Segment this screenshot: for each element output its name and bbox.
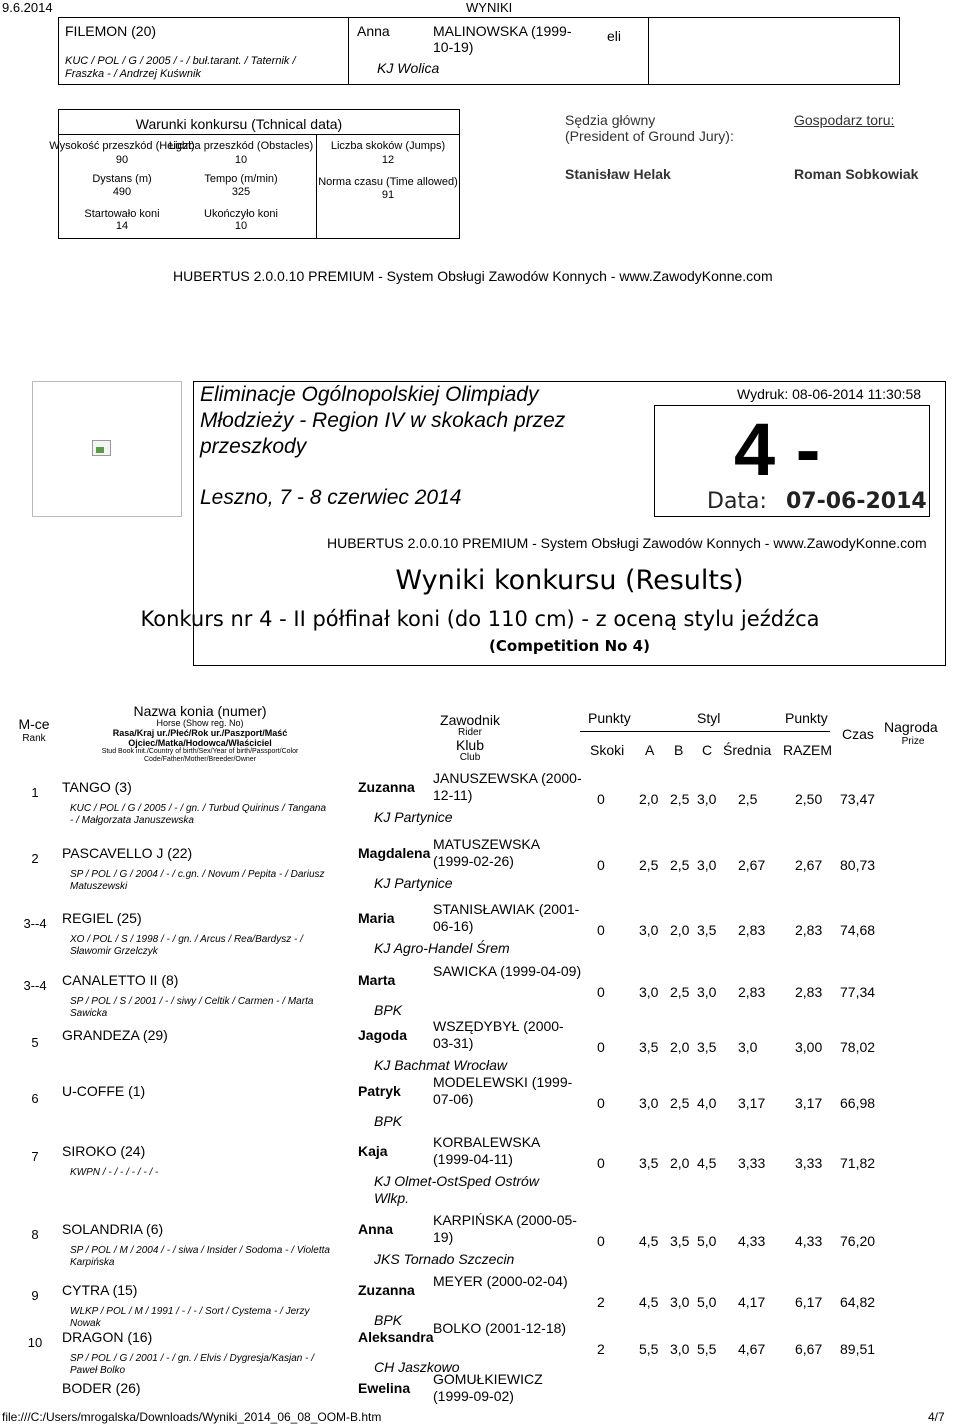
result-jumps: 0	[597, 1095, 605, 1111]
col-rider: Zawodnik	[440, 712, 500, 728]
result-rank: 8	[31, 1227, 39, 1242]
col-horse-6: Code/Father/Mother/Breeder/Owner	[143, 756, 257, 763]
result-style-a: 2,0	[639, 791, 659, 807]
date-value: 07-06-2014	[786, 489, 927, 514]
competition-no-en: (Competition No 4)	[489, 637, 650, 655]
result-avg: 2,5	[738, 791, 758, 807]
col-club: Klub	[455, 737, 485, 753]
col-points: Punkty	[588, 710, 631, 726]
result-style-c: 3,0	[697, 791, 717, 807]
result-style-a: 5,5	[639, 1341, 659, 1357]
col-style: Styl	[697, 710, 721, 726]
result-rank: 6	[31, 1091, 39, 1106]
result-rider-first: Maria	[358, 910, 395, 926]
result-style-a: 3,0	[639, 1095, 659, 1111]
host-name: Roman Sobkowiak	[794, 166, 919, 182]
distance-label: Dystans (m)	[92, 173, 152, 185]
started-label: Startowało koni	[84, 208, 160, 220]
jumps-label: Liczba skoków (Jumps)	[330, 140, 446, 152]
result-style-a: 4,5	[639, 1233, 659, 1249]
result-style-c: 5,0	[697, 1294, 717, 1310]
result-horse: BODER (26)	[62, 1380, 141, 1396]
result-time: 77,34	[840, 984, 876, 1000]
result-rider-last: JANUSZEWSKA (2000-12-11)	[433, 770, 582, 803]
prev-horse: FILEMON (20)	[65, 23, 157, 39]
result-avg: 4,17	[738, 1294, 766, 1310]
result-club: JKS Tornado Szczecin	[374, 1251, 515, 1267]
result-horse: REGIEL (25)	[62, 910, 142, 926]
result-time: 66,98	[840, 1095, 876, 1111]
col-rider-en: Rider	[458, 727, 482, 738]
result-style-c: 4,0	[697, 1095, 717, 1111]
col-horse-en: Horse (Show reg. No)	[156, 718, 244, 728]
software-footer: HUBERTUS 2.0.0.10 PREMIUM - System Obsługi Zawodów Konnych - www.ZawodyKonne.com	[173, 268, 773, 284]
result-jumps: 0	[597, 922, 605, 938]
col-horse-3: Rasa/Kraj ur./Płeć/Rok ur./Paszport/Maść	[112, 728, 288, 738]
result-total: 3,17	[795, 1095, 823, 1111]
result-rider-first: Ewelina	[358, 1380, 411, 1396]
result-horse: DRAGON (16)	[62, 1329, 153, 1345]
col-a: A	[645, 742, 655, 758]
height-label: Wysokość przeszkód (Height)	[49, 140, 195, 152]
result-total: 3,33	[795, 1155, 823, 1171]
result-horse-details: SP / POL / M / 2004 / - / siwa / Insider / Sodoma - / Violetta Karpińska	[70, 1245, 330, 1268]
result-time: 73,47	[840, 791, 876, 807]
result-jumps: 0	[597, 1233, 605, 1249]
col-horse-4: Ojciec/Matka/Hodowca/Właściciel	[128, 738, 272, 748]
result-style-b: 2,0	[670, 1039, 690, 1055]
result-horse-details: SP / POL / G / 2001 / - / gn. / Elvis / Dygresja/Kasjan - / Paweł Bolko	[70, 1353, 314, 1376]
result-avg: 4,67	[738, 1341, 766, 1357]
result-style-b: 2,5	[670, 984, 690, 1000]
col-rank: M-ce	[18, 716, 50, 732]
prev-rider-last: MALINOWSKA (1999-10-19)	[433, 23, 572, 55]
obstacles-value: 10	[234, 154, 248, 166]
col-b: B	[674, 742, 684, 758]
col-jumps: Skoki	[590, 742, 625, 758]
result-rider-first: Magdalena	[358, 845, 431, 861]
result-rider-first: Patryk	[358, 1083, 401, 1099]
result-rider-first: Kaja	[358, 1143, 388, 1159]
result-rank: 10	[27, 1335, 43, 1350]
result-rider-last: STANISŁAWIAK (2001-06-16)	[433, 901, 580, 934]
height-value: 90	[115, 154, 129, 166]
result-jumps: 0	[597, 857, 605, 873]
result-jumps: 2	[597, 1294, 605, 1310]
result-rider-first: Aleksandra	[358, 1329, 434, 1345]
col-club-en: Club	[459, 752, 481, 763]
host-label: Gospodarz toru:	[794, 112, 895, 128]
finished-label: Ukończyło koni	[204, 208, 278, 220]
tempo-label: Tempo (m/min)	[204, 173, 278, 185]
result-club: KJ Partynice	[374, 875, 453, 891]
print-title: WYNIKI	[466, 0, 513, 15]
printout-time: Wydruk: 08-06-2014 11:30:58	[737, 386, 922, 402]
col-prize-en: Prize	[901, 736, 925, 747]
result-rider-last: KARPIŃSKA (2000-05-19)	[433, 1212, 577, 1245]
result-rider-first: Zuzanna	[358, 779, 415, 795]
result-total: 6,17	[795, 1294, 823, 1310]
result-horse-details: SP / POL / G / 2004 / - / c.gn. / Novum / Pepita - / Dariusz Matuszewski	[70, 869, 325, 892]
date-label: Data:	[707, 489, 767, 514]
result-style-c: 3,5	[697, 1039, 717, 1055]
result-style-a: 2,5	[639, 857, 659, 873]
result-style-a: 3,5	[639, 1155, 659, 1171]
result-club: KJ Partynice	[374, 809, 453, 825]
result-horse-details: KUC / POL / G / 2005 / - / gn. / Turbud Quirinus / Tangana - / Małgorzata Januszewska	[70, 803, 327, 826]
result-style-b: 2,0	[670, 1155, 690, 1171]
judge-label-en: (President of Ground Jury):	[565, 128, 734, 144]
judge-name: Stanisław Helak	[565, 166, 671, 182]
result-club: KJ Agro-Handel Śrem	[374, 940, 510, 956]
result-rider-last: SAWICKA (1999-04-09)	[433, 963, 582, 979]
col-total: RAZEM	[783, 742, 832, 758]
result-club: BPK	[374, 1312, 403, 1328]
started-value: 14	[115, 220, 129, 232]
result-style-a: 3,5	[639, 1039, 659, 1055]
result-style-b: 3,5	[670, 1233, 690, 1249]
result-total: 2,83	[795, 922, 823, 938]
result-club: KJ Bachmat Wrocław	[374, 1057, 508, 1073]
result-style-a: 3,0	[639, 984, 659, 1000]
result-rider-first: Zuzanna	[358, 1282, 415, 1298]
result-total: 2,50	[795, 791, 823, 807]
result-rider-last: KORBALEWSKA (1999-04-11)	[433, 1134, 540, 1167]
result-total: 4,33	[795, 1233, 823, 1249]
result-avg: 3,0	[738, 1039, 758, 1055]
result-total: 2,67	[795, 857, 823, 873]
result-club: KJ Olmet-OstSped Ostrów Wlkp.	[374, 1173, 539, 1206]
result-rider-last: BOLKO (2001-12-18)	[433, 1320, 567, 1336]
result-horse: SOLANDRIA (6)	[62, 1221, 164, 1237]
result-jumps: 0	[597, 984, 605, 1000]
result-rider-first: Marta	[358, 972, 396, 988]
result-style-a: 3,0	[639, 922, 659, 938]
result-avg: 4,33	[738, 1233, 766, 1249]
judge-label: Sędzia główny	[565, 112, 656, 128]
result-total: 6,67	[795, 1341, 823, 1357]
event-title-2: Młodzieży - Region IV w skokach przez	[200, 409, 566, 432]
result-style-c: 3,5	[697, 922, 717, 938]
result-style-b: 3,0	[670, 1294, 690, 1310]
result-horse-details: SP / POL / S / 2001 / - / siwy / Celtik / Carmen - / Marta Sawicka	[70, 996, 314, 1019]
result-time: 80,73	[840, 857, 876, 873]
col-points-total: Punkty	[785, 710, 828, 726]
result-rider-first: Anna	[358, 1221, 393, 1237]
result-horse-details: KWPN / - / - / - / - / -	[70, 1167, 159, 1178]
result-horse: CANALETTO II (8)	[62, 972, 179, 988]
result-jumps: 0	[597, 1155, 605, 1171]
result-horse: U-COFFE (1)	[62, 1083, 146, 1099]
result-rider-last: MODELEWSKI (1999-07-06)	[433, 1074, 573, 1107]
result-rank: 2	[31, 851, 39, 866]
result-style-c: 3,0	[697, 984, 717, 1000]
col-avg: Średnia	[723, 742, 772, 758]
result-horse: TANGO (3)	[62, 779, 132, 795]
result-rank: 3--4	[23, 916, 47, 931]
broken-image-icon	[92, 440, 111, 456]
result-style-b: 2,5	[670, 1095, 690, 1111]
result-total: 2,83	[795, 984, 823, 1000]
result-jumps: 2	[597, 1341, 605, 1357]
result-style-a: 4,5	[639, 1294, 659, 1310]
competition-name: Konkurs nr 4 - II półfinał koni (do 110 cm) - z oceną stylu jeźdźca	[140, 607, 820, 631]
result-horse: GRANDEZA (29)	[62, 1027, 168, 1043]
page-number: 4/7	[928, 1410, 945, 1424]
col-prize: Nagroda	[884, 719, 938, 735]
result-style-c: 4,5	[697, 1155, 717, 1171]
result-time: 89,51	[840, 1341, 876, 1357]
result-style-b: 2,5	[670, 791, 690, 807]
result-rank: 7	[31, 1149, 39, 1164]
result-rider-last: WSZĘDYBYŁ (2000-03-31)	[433, 1018, 564, 1051]
file-path: file:///C:/Users/mrogalska/Downloads/Wyniki_2014_06_08_OOM-B.htm	[2, 1410, 382, 1424]
result-club: CH Jaszkowo	[374, 1359, 460, 1375]
prev-horse-cell	[59, 18, 349, 84]
result-time: 76,20	[840, 1233, 876, 1249]
result-horse: SIROKO (24)	[62, 1143, 146, 1159]
tempo-value: 325	[231, 186, 251, 198]
result-avg: 2,83	[738, 984, 766, 1000]
result-rider-last: MATUSZEWSKA (1999-02-26)	[433, 836, 540, 869]
result-style-b: 2,5	[670, 857, 690, 873]
results-title: Wyniki konkursu (Results)	[395, 565, 744, 596]
col-horse: Nazwa konia (numer)	[133, 703, 267, 719]
col-c: C	[702, 742, 713, 758]
print-date: 9.6.2014	[2, 0, 53, 15]
result-horse-details: WLKP / POL / M / 1991 / - / - / Sort / Cystema - / Jerzy Nowak	[70, 1306, 310, 1329]
conditions-header: Warunki konkursu (Tchnical data)	[135, 116, 343, 132]
prev-rider-first: Anna	[357, 23, 390, 39]
result-style-c: 5,5	[697, 1341, 717, 1357]
time-value: 91	[381, 189, 395, 201]
result-horse-details: XO / POL / S / 1998 / - / gn. / Arcus / Rea/Bardysz - / Sławomir Grzelczyk	[70, 934, 303, 957]
result-time: 64,82	[840, 1294, 876, 1310]
result-style-b: 2,0	[670, 922, 690, 938]
event-title-1: Eliminacje Ogólnopolskiej Olimpiady	[200, 383, 539, 406]
prev-club: KJ Wolica	[377, 60, 440, 76]
result-rank: 3--4	[23, 978, 47, 993]
previous-entry	[58, 17, 900, 85]
header-divider	[580, 731, 830, 732]
finished-value: 10	[234, 220, 248, 232]
col-horse-5: Stud Book init./Country of birth/Sex/Year of birth/Passport/Color	[101, 748, 299, 755]
result-avg: 2,67	[738, 857, 766, 873]
result-rider-last: GOMUŁKIEWICZ (1999-09-02)	[433, 1371, 543, 1404]
result-club: BPK	[374, 1002, 403, 1018]
result-time: 78,02	[840, 1039, 876, 1055]
result-avg: 2,83	[738, 922, 766, 938]
result-style-b: 3,0	[670, 1341, 690, 1357]
competition-number: 4 -	[734, 408, 821, 491]
result-jumps: 0	[597, 791, 605, 807]
conditions-table	[49, 109, 460, 239]
result-club: BPK	[374, 1113, 403, 1129]
col-time: Czas	[842, 726, 874, 742]
result-style-c: 5,0	[697, 1233, 717, 1249]
result-rider-first: Jagoda	[358, 1027, 408, 1043]
result-rider-last: MEYER (2000-02-04)	[433, 1273, 568, 1289]
result-rank: 9	[31, 1288, 39, 1303]
event-place-date: Leszno, 7 - 8 czerwiec 2014	[200, 486, 462, 509]
result-horse: PASCAVELLO J (22)	[62, 845, 193, 861]
col-rank-en: Rank	[22, 733, 46, 744]
jumps-value: 12	[381, 154, 395, 166]
time-label: Norma czasu (Time allowed)	[318, 176, 458, 188]
prev-horse-details: KUC / POL / G / 2005 / - / buł.tarant. / Taternik / Fraszka - / Andrzej Kuśwnik	[65, 55, 296, 80]
prev-status: eli	[607, 28, 622, 44]
result-rank: 5	[31, 1035, 39, 1050]
result-time: 74,68	[840, 922, 876, 938]
result-jumps: 0	[597, 1039, 605, 1055]
result-rank: 1	[31, 785, 39, 800]
event-title-3: przeszkody	[200, 435, 307, 458]
result-avg: 3,17	[738, 1095, 766, 1111]
result-total: 3,00	[795, 1039, 823, 1055]
distance-value: 490	[112, 186, 132, 198]
result-horse: CYTRA (15)	[62, 1282, 138, 1298]
software-footer-2: HUBERTUS 2.0.0.10 PREMIUM - System Obsługi Zawodów Konnych - www.ZawodyKonne.com	[327, 535, 927, 551]
result-avg: 3,33	[738, 1155, 766, 1171]
obstacles-label: Liczba przeszkód (Obstacles)	[168, 140, 314, 152]
prev-rider-cell	[349, 18, 649, 84]
result-style-c: 3,0	[697, 857, 717, 873]
result-time: 71,82	[840, 1155, 876, 1171]
